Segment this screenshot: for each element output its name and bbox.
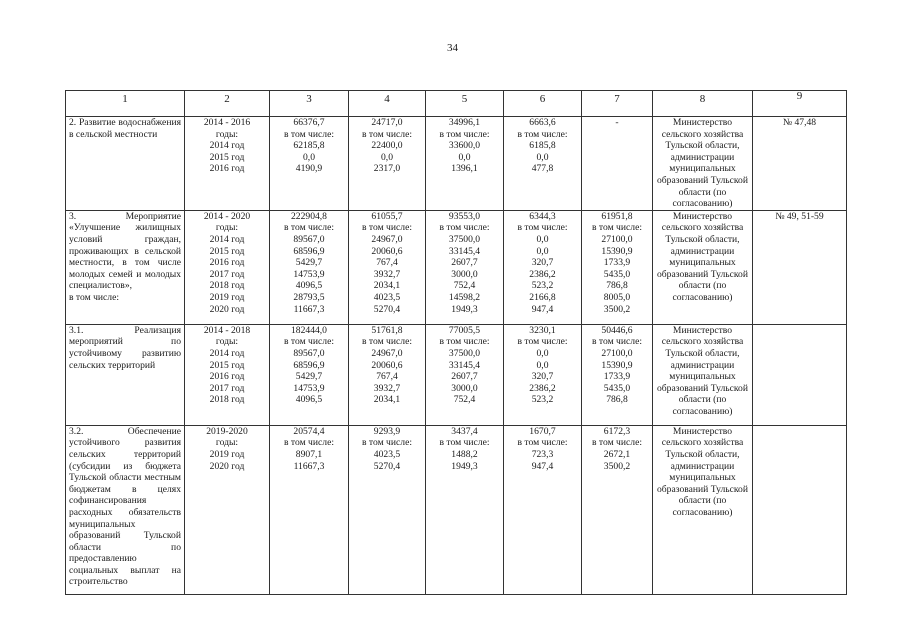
amount-value: в том числе: — [361, 336, 412, 348]
amount-value: 33145,4 — [448, 359, 481, 371]
amount-value: 61055,7 — [371, 210, 403, 222]
amount-value: 2386,2 — [529, 268, 556, 280]
amount-value: 723,3 — [531, 448, 554, 460]
period-line: 2015 год — [209, 359, 245, 371]
amount-value: 947,4 — [531, 460, 554, 472]
amount-value: 1733,9 — [603, 257, 631, 269]
amount-value: 477,8 — [531, 163, 554, 175]
amount-value: 2166,8 — [529, 291, 556, 303]
period-line: 2016 год — [209, 371, 245, 383]
amount-value: 3500,2 — [603, 460, 631, 472]
amount-value: 0,0 — [536, 245, 549, 257]
amount-value: 28793,5 — [293, 291, 325, 303]
amount-cell-col5 — [426, 117, 504, 211]
amount-cell-col5 — [426, 425, 504, 594]
amount-value: 4023,5 — [373, 291, 401, 303]
amount-value: 523,2 — [531, 394, 554, 406]
amount-value: 5435,0 — [603, 382, 631, 394]
amount-value: в том числе: — [439, 437, 490, 449]
amount-value: 15390,9 — [601, 245, 633, 257]
amount-value: в том числе: — [439, 222, 490, 234]
amount-value: 8005,0 — [603, 291, 631, 303]
period-line: 2015 год — [209, 245, 245, 257]
amount-value: 2034,1 — [373, 280, 401, 292]
amount-value: 33600,0 — [448, 140, 481, 152]
amount-value: 4096,5 — [295, 280, 323, 292]
amount-value: в том числе: — [439, 336, 490, 348]
period-line: 2020 год — [209, 460, 245, 472]
period-line: 2018 год — [209, 280, 245, 292]
amount-value: 33145,4 — [448, 245, 481, 257]
amount-value: 22400,0 — [371, 140, 403, 152]
amount-value: 51761,8 — [371, 324, 403, 336]
executor-cell: Министерство сельского хозяйства Тульской области, администрации муниципальных образований Тульской области (по согласованию) — [653, 324, 753, 425]
amount-value: 5435,0 — [603, 268, 631, 280]
amount-cell-col7 — [582, 210, 653, 324]
amount-value: в том числе: — [591, 222, 642, 234]
reference-cell — [753, 425, 847, 594]
page-number: 34 — [447, 42, 458, 54]
amount-value: 11667,3 — [293, 460, 325, 472]
amount-value: 3500,2 — [603, 303, 631, 315]
amount-value: в том числе: — [517, 437, 568, 449]
period-line: 2014 - 2020 — [203, 210, 251, 222]
header-cell: 1 — [66, 91, 185, 117]
amount-cell-col7 — [582, 324, 653, 425]
amount-cell-col5 — [426, 324, 504, 425]
header-cell: 4 — [349, 91, 426, 117]
amount-value: 3932,7 — [373, 268, 401, 280]
measure-name: 3. Мероприятие «Улучшение жилищных условий граждан, проживающих в сельской местности, в том числе молодых семей и молодых специалистов», — [69, 210, 181, 292]
amount-value: 27100,0 — [601, 233, 633, 245]
amount-value: 0,0 — [458, 151, 471, 163]
amount-cell-col7 — [582, 117, 653, 211]
header-row — [66, 91, 847, 117]
reference-cell: № 49, 51-59 — [753, 210, 847, 324]
measures-table — [65, 90, 847, 595]
amount-value: 14753,9 — [293, 382, 325, 394]
period-line: 2016 год — [209, 163, 245, 175]
amount-cell-col5 — [426, 210, 504, 324]
measure-name-suffix: в том числе: — [69, 291, 120, 303]
header-cell: 7 — [582, 91, 653, 117]
amount-cell-col4 — [349, 425, 426, 594]
amount-value: 37500,0 — [448, 347, 481, 359]
amount-value: 11667,3 — [293, 303, 325, 315]
period-line: 2014 год — [209, 140, 245, 152]
header-cell: 9 — [753, 91, 847, 117]
amount-cell-col6 — [504, 324, 582, 425]
amount-cell-col6 — [504, 210, 582, 324]
amount-value: в том числе: — [517, 128, 568, 140]
amount-value: 0,0 — [381, 151, 393, 163]
amount-value: 34996,1 — [448, 117, 481, 128]
table-row — [66, 117, 847, 211]
amount-value: 6663,6 — [529, 117, 556, 128]
measure-name-cell — [66, 210, 185, 324]
amount-value: 68596,9 — [293, 359, 325, 371]
amount-value: 37500,0 — [448, 233, 481, 245]
amount-value: 752,4 — [453, 280, 476, 292]
amount-value: 523,2 — [531, 280, 554, 292]
amount-value: 24967,0 — [371, 233, 403, 245]
header-cell: 3 — [270, 91, 349, 117]
period-cell — [185, 425, 270, 594]
period-line: 2017 год — [209, 268, 245, 280]
period-line: 2017 год — [209, 382, 245, 394]
period-line: 2019 год — [209, 448, 245, 460]
amount-value: в том числе: — [517, 222, 568, 234]
amount-cell-col4 — [349, 117, 426, 211]
period-line: 2014 год — [209, 347, 245, 359]
header-cell: 2 — [185, 91, 270, 117]
amount-value: 15390,9 — [601, 359, 633, 371]
amount-value: 14598,2 — [448, 291, 481, 303]
amount-value: 3437,4 — [451, 425, 478, 437]
amount-total-cell — [270, 117, 349, 211]
amount-value: 6185,8 — [529, 140, 556, 152]
amount-value: 786,8 — [606, 394, 628, 406]
period-line: 2016 год — [209, 257, 245, 269]
amount-value: 24717,0 — [371, 117, 403, 128]
amount-value: 222904,8 — [291, 210, 327, 222]
amount-value: 8907,1 — [295, 448, 323, 460]
amount-value: 182444,0 — [291, 324, 327, 336]
period-line: 2014 год — [209, 233, 245, 245]
amount-value: в том числе: — [439, 128, 490, 140]
amount-value: в том числе: — [361, 437, 412, 449]
period-line: годы: — [215, 128, 239, 140]
period-line: годы: — [215, 336, 239, 348]
amount-value: 752,4 — [453, 394, 476, 406]
table-row — [66, 425, 847, 594]
amount-value: 320,7 — [531, 257, 554, 269]
amount-value: 5429,7 — [295, 371, 323, 383]
measure-name: 3.2. Обеспечение устойчивого развития сельских территорий (субсидии из бюджета Тульской области местным бюджетам в целях софинансирования расходных обязательств муниципальных образований Тульской области по предоставлению социальных выплат на строительство — [66, 425, 185, 594]
amount-value: 1949,3 — [451, 460, 478, 472]
amount-value: 1670,7 — [529, 425, 556, 437]
executor-cell: Министерство сельского хозяйства Тульской области, администрации муниципальных образований Тульской области (по согласованию) — [653, 117, 753, 211]
amount-value: 1396,1 — [451, 163, 478, 175]
amount-value: 786,8 — [606, 280, 628, 292]
period-line: 2014 - 2016 — [203, 117, 251, 128]
amount-value: в том числе: — [283, 336, 334, 348]
period-line: годы: — [215, 437, 239, 449]
amount-value: 5429,7 — [295, 257, 323, 269]
amount-value: 5270,4 — [373, 303, 401, 315]
amount-value: 2034,1 — [373, 394, 401, 406]
amount-value: 320,7 — [531, 371, 554, 383]
amount-value: 27100,0 — [601, 347, 633, 359]
amount-value: в том числе: — [517, 336, 568, 348]
amount-value: 3000,0 — [451, 268, 478, 280]
amount-value: 62185,8 — [293, 140, 325, 152]
executor-cell: Министерство сельского хозяйства Тульской области, администрации муниципальных образований Тульской области (по согласованию) — [653, 425, 753, 594]
executor-cell: Министерство сельского хозяйства Тульской области, администрации муниципальных образований Тульской области (по согласованию) — [653, 210, 753, 324]
period-line: 2015 год — [209, 151, 245, 163]
amount-value: 2317,0 — [373, 163, 401, 175]
amount-value: 2672,1 — [603, 448, 631, 460]
period-cell — [185, 117, 270, 211]
table-row — [66, 324, 847, 425]
amount-total-cell — [270, 210, 349, 324]
amount-cell-col4 — [349, 210, 426, 324]
amount-value: 0,0 — [303, 151, 315, 163]
amount-value: 2607,7 — [451, 371, 478, 383]
amount-value: 24967,0 — [371, 347, 403, 359]
amount-value: 767,4 — [376, 257, 398, 269]
amount-value: 2607,7 — [451, 257, 478, 269]
amount-value: 6344,3 — [529, 210, 556, 222]
amount-value: 61951,8 — [601, 210, 633, 222]
amount-value: 0,0 — [536, 347, 549, 359]
amount-value: 2386,2 — [529, 382, 556, 394]
amount-cell-col6 — [504, 425, 582, 594]
amount-cell-col4 — [349, 324, 426, 425]
period-cell — [185, 324, 270, 425]
reference-cell: № 47,48 — [753, 117, 847, 211]
amount-value: 93553,0 — [448, 210, 481, 222]
measure-name: 3.1. Реализация мероприятий по устойчивому развитию сельских территорий — [66, 324, 185, 425]
period-cell — [185, 210, 270, 324]
amount-value: 5270,4 — [373, 460, 401, 472]
amount-value: 0,0 — [536, 359, 549, 371]
amount-value: 3230,1 — [529, 324, 556, 336]
amount-value: в том числе: — [283, 128, 334, 140]
amount-value: 9293,9 — [373, 425, 401, 437]
amount-value: 68596,9 — [293, 245, 325, 257]
amount-value: 20574,4 — [293, 425, 325, 437]
reference-cell — [753, 324, 847, 425]
header-cell: 5 — [426, 91, 504, 117]
amount-total-cell — [270, 324, 349, 425]
period-line: годы: — [215, 222, 239, 234]
amount-value: в том числе: — [283, 437, 334, 449]
amount-value: 77005,5 — [448, 324, 481, 336]
amount-value: 1488,2 — [451, 448, 478, 460]
amount-value: 767,4 — [376, 371, 398, 383]
amount-value: в том числе: — [591, 437, 642, 449]
amount-cell-col6 — [504, 117, 582, 211]
table-row — [66, 210, 847, 324]
amount-value: - — [615, 117, 619, 128]
amount-value: 0,0 — [536, 233, 549, 245]
period-line: 2019 год — [209, 291, 245, 303]
amount-value: в том числе: — [591, 336, 642, 348]
header-cell: 6 — [504, 91, 582, 117]
amount-value: 4190,9 — [295, 163, 323, 175]
amount-value: 4023,5 — [373, 448, 401, 460]
amount-value: в том числе: — [283, 222, 334, 234]
amount-value: 66376,7 — [293, 117, 325, 128]
amount-value: 6172,3 — [603, 425, 631, 437]
period-line: 2020 год — [209, 303, 245, 315]
amount-value: 1733,9 — [603, 371, 631, 383]
amount-value: 3932,7 — [373, 382, 401, 394]
amount-value: 20060,6 — [371, 359, 403, 371]
period-line: 2018 год — [209, 394, 245, 406]
period-line: 2019-2020 — [206, 425, 248, 437]
amount-value: 3000,0 — [451, 382, 478, 394]
amount-value: в том числе: — [361, 128, 412, 140]
amount-cell-col7 — [582, 425, 653, 594]
amount-value: 14753,9 — [293, 268, 325, 280]
amount-value: 20060,6 — [371, 245, 403, 257]
amount-value: 0,0 — [536, 151, 549, 163]
amount-value: 4096,5 — [295, 394, 323, 406]
period-line: 2014 - 2018 — [203, 324, 251, 336]
amount-value: 50446,6 — [601, 324, 633, 336]
amount-value: в том числе: — [361, 222, 412, 234]
amount-value: 947,4 — [531, 303, 554, 315]
amount-value: 1949,3 — [451, 303, 478, 315]
measure-name: 2. Развитие водоснабжения в сельской местности — [66, 117, 185, 211]
amount-value: 89567,0 — [293, 233, 325, 245]
header-cell: 8 — [653, 91, 753, 117]
amount-value: 89567,0 — [293, 347, 325, 359]
amount-total-cell — [270, 425, 349, 594]
